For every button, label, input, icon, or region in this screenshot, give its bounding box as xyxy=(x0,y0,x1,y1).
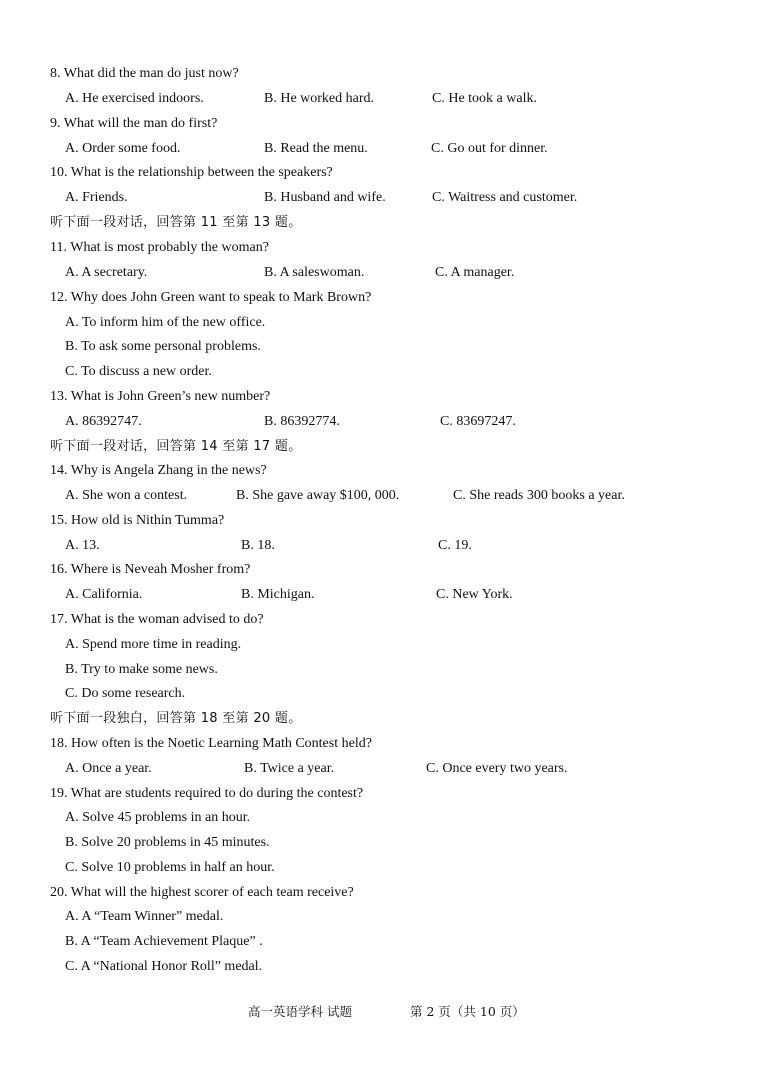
question-stem: 9. What will the man do first? xyxy=(50,116,218,131)
option-c: C. She reads 300 books a year. xyxy=(453,488,625,503)
option-a: A. California. xyxy=(65,587,143,602)
option-b: B. 18. xyxy=(241,538,275,553)
options-row xyxy=(0,536,760,556)
question-stem: 10. What is the relationship between the speakers? xyxy=(50,165,333,180)
option-a: A. Solve 45 problems in an hour. xyxy=(65,810,251,825)
option-a: A. Friends. xyxy=(65,190,128,205)
option-b: B. Michigan. xyxy=(241,587,315,602)
option-a: A. He exercised indoors. xyxy=(65,91,204,106)
section-instruction: 听下面一段对话，回答第 14 至第 17 题。 xyxy=(50,439,302,454)
option-a: A. To inform him of the new office. xyxy=(65,315,266,330)
option-b: B. A “Team Achievement Plaque” . xyxy=(65,934,263,949)
option-c: C. A manager. xyxy=(435,265,515,280)
option-c: C. Go out for dinner. xyxy=(431,141,548,156)
options-row xyxy=(0,89,760,109)
option-b: B. She gave away $100, 000. xyxy=(236,488,400,503)
question-stem: 12. Why does John Green want to speak to Mark Brown? xyxy=(50,290,372,305)
option-a: A. A secretary. xyxy=(65,265,148,280)
options-row xyxy=(0,188,760,208)
question-stem: 11. What is most probably the woman? xyxy=(50,240,269,255)
option-c: C. 83697247. xyxy=(440,414,516,429)
option-c: C. Do some research. xyxy=(65,686,186,701)
question-stem: 17. What is the woman advised to do? xyxy=(50,612,264,627)
option-b: B. Husband and wife. xyxy=(264,190,386,205)
question-stem: 16. Where is Neveah Mosher from? xyxy=(50,562,251,577)
option-b: B. To ask some personal problems. xyxy=(65,339,261,354)
option-b: B. Twice a year. xyxy=(244,761,335,776)
question-stem: 18. How often is the Noetic Learning Math Contest held? xyxy=(50,736,372,751)
section-instruction: 听下面一段独白，回答第 18 至第 20 题。 xyxy=(50,711,302,726)
option-c: C. Once every two years. xyxy=(426,761,568,776)
page-footer xyxy=(0,1002,760,1022)
option-c: C. He took a walk. xyxy=(432,91,537,106)
options-row xyxy=(0,139,760,159)
option-a: A. 86392747. xyxy=(65,414,142,429)
option-b: B. Solve 20 problems in 45 minutes. xyxy=(65,835,270,850)
options-row xyxy=(0,263,760,283)
question-stem: 14. Why is Angela Zhang in the news? xyxy=(50,463,267,478)
option-c: C. Solve 10 problems in half an hour. xyxy=(65,860,275,875)
option-b: B. Try to make some news. xyxy=(65,662,218,677)
option-a: A. Once a year. xyxy=(65,761,152,776)
options-row xyxy=(0,412,760,432)
option-c: C. New York. xyxy=(436,587,513,602)
option-a: A. Spend more time in reading. xyxy=(65,637,242,652)
option-b: B. Read the menu. xyxy=(264,141,368,156)
question-stem: 19. What are students required to do during the contest? xyxy=(50,786,364,801)
question-stem: 13. What is John Green’s new number? xyxy=(50,389,271,404)
option-c: C. Waitress and customer. xyxy=(432,190,578,205)
option-a: A. Order some food. xyxy=(65,141,181,156)
options-row xyxy=(0,486,760,506)
option-b: B. He worked hard. xyxy=(264,91,375,106)
option-b: B. 86392774. xyxy=(264,414,340,429)
option-c: C. A “National Honor Roll” medal. xyxy=(65,959,263,974)
footer-subject: 高一英语学科 试题 xyxy=(248,1004,352,1019)
footer-page-number: 第 2 页（共 10 页） xyxy=(410,1004,525,1019)
option-a: A. She won a contest. xyxy=(65,488,188,503)
question-stem: 15. How old is Nithin Tumma? xyxy=(50,513,225,528)
options-row xyxy=(0,585,760,605)
option-c: C. 19. xyxy=(438,538,472,553)
section-instruction: 听下面一段对话，回答第 11 至第 13 题。 xyxy=(50,215,302,230)
options-row xyxy=(0,759,760,779)
option-c: C. To discuss a new order. xyxy=(65,364,212,379)
option-a: A. A “Team Winner” medal. xyxy=(65,909,224,924)
question-stem: 8. What did the man do just now? xyxy=(50,66,239,81)
option-a: A. 13. xyxy=(65,538,100,553)
question-stem: 20. What will the highest scorer of each team receive? xyxy=(50,885,354,900)
option-b: B. A saleswoman. xyxy=(264,265,365,280)
